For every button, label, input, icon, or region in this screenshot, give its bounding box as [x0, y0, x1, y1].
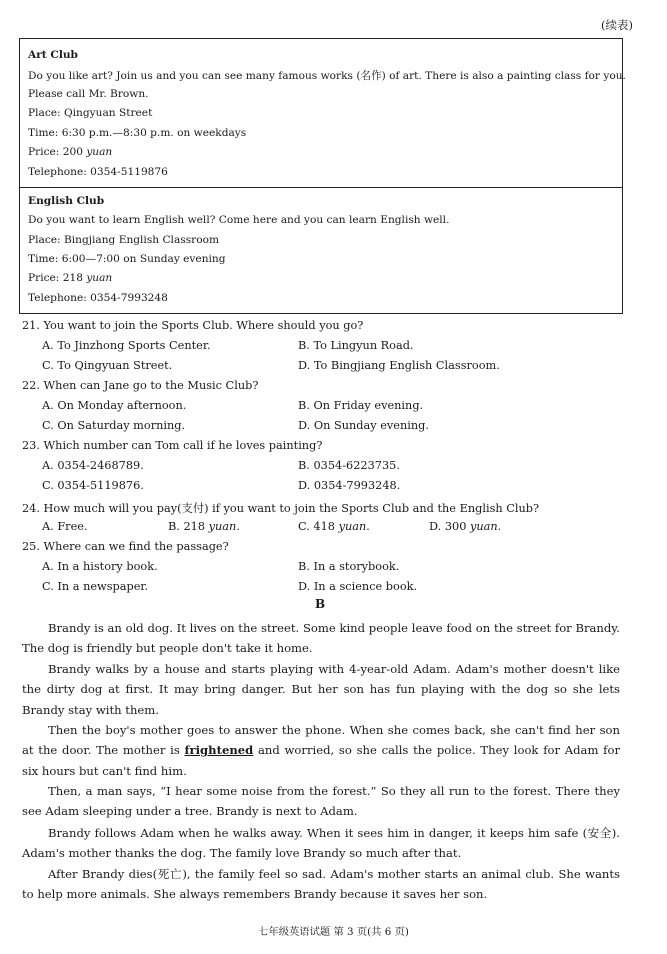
art-club-box [19, 38, 626, 188]
passage-paragraph-6: After Brandy dies(死亡), the family feel so sad. Adam's mother starts an animal club. She wants to help more animals. She always remembers Brandy because it saves her son. [22, 867, 620, 902]
q22-option-b: B. On Friday evening. [298, 399, 424, 412]
question-22: 22. When can Jane go to the Music Club? [22, 379, 259, 392]
q22-option-c: C. On Saturday morning. [42, 419, 186, 432]
q23-option-b: B. 0354-6223735. [298, 459, 400, 472]
q25-option-d: D. In a science book. [298, 580, 418, 593]
q24-option-a: A. Free. [42, 520, 88, 533]
page-footer: 七年级英语试题 第 3 页(共 6 页) [258, 926, 409, 938]
english-club-price-unit: yuan [86, 272, 113, 284]
english-club-price-prefix: Price: 218 [28, 272, 87, 284]
q23-option-c: C. 0354-5119876. [42, 479, 144, 492]
q24-option-c-dot: . [366, 520, 370, 533]
passage-paragraph-3-start: Then the boy's mother goes to answer the phone. When she comes back, she can't find her son at the door. The mother is [22, 723, 620, 758]
q24-option-c-text: C. 418 [298, 520, 339, 533]
q24-option-d-dot: . [497, 520, 502, 533]
q24-option-d-unit: yuan [470, 520, 498, 533]
passage-paragraph-5: Brandy follows Adam when he walks away. When it sees him in danger, it keeps him safe (安全). Adam's mother thanks the dog. The family love Brandy so much after that. [22, 826, 620, 861]
question-23: 23. Which number can Tom call if he loves painting? [22, 439, 323, 452]
q25-option-c: C. In a newspaper. [42, 580, 149, 593]
q24-option-b-text: B. 218 [168, 520, 209, 533]
q21-option-c: C. To Qingyuan Street. [42, 359, 173, 372]
passage-paragraph-1: Brandy is an old dog. It lives on the street. Some kind people leave food on the street for Brandy. The dog is friendly but people don't take it home. [22, 621, 620, 656]
q23-option-a: A. 0354-2468789. [42, 459, 144, 472]
passage-paragraph-2: Brandy walks by a house and starts playing with 4-year-old Adam. Adam's mother doesn't like the dirty dog at first. It may bring danger. But her son has fun playing with the dog so she lets Brandy stay with them. [22, 662, 620, 717]
q24-option-c [298, 520, 370, 533]
highlighted-word: frightened [184, 743, 254, 758]
passage-paragraph-3-end: and worried, so she calls the police. They look for Adam for six hours but can't find him. [22, 743, 620, 778]
q21-option-b: B. To Lingyun Road. [298, 339, 414, 352]
q25-option-a: A. In a history book. [42, 560, 158, 573]
q24-option-b-unit: yuan [208, 520, 237, 533]
art-club-time: Time: 6:30 p.m.—8:30 p.m. on weekdays [28, 127, 247, 139]
passage-paragraph-4: Then, a man says, “I hear some noise from the forest.” So they all run to the forest. There they see Adam sleeping under a tree. Brandy is next to Adam. [22, 784, 620, 819]
q23-option-d: D. 0354-7993248. [298, 479, 401, 492]
q21-option-d: D. To Bingjiang English Classroom. [298, 359, 500, 372]
english-club-name: English Club [28, 195, 105, 207]
english-club-time: Time: 6:00—7:00 on Sunday evening [28, 253, 226, 265]
art-club-line1: Do you like art? Join us and you can see many famous works (名作) of art. There is also a painting class for you. [28, 70, 626, 82]
english-club-place: Place: Bingjiang English Classroom [28, 234, 219, 246]
q21-option-a: A. To Jinzhong Sports Center. [42, 339, 211, 352]
q24-option-b-dot: . [236, 520, 240, 533]
q24-option-d-text: D. 300 [429, 520, 470, 533]
art-club-price [28, 146, 112, 158]
art-club-price-unit: yuan [86, 146, 113, 158]
art-club-price-prefix: Price: 200 [28, 146, 87, 158]
section-b-title: B [315, 597, 326, 611]
english-club-telephone: Telephone: 0354-7993248 [28, 292, 168, 304]
q22-option-a: A. On Monday afternoon. [42, 399, 187, 412]
q24-option-d [429, 520, 501, 533]
art-club-place: Place: Qingyuan Street [28, 107, 153, 119]
english-club-box [19, 188, 623, 314]
question-24: 24. How much will you pay(支付) if you want to join the Sports Club and the English Club? [22, 502, 540, 515]
continued-label: (续表) [601, 18, 633, 32]
question-21: 21. You want to join the Sports Club. Where should you go? [22, 319, 364, 332]
q25-option-b: B. In a storybook. [298, 560, 400, 573]
q24-option-c-unit: yuan [338, 520, 367, 533]
q24-option-b [168, 520, 240, 533]
art-club-telephone: Telephone: 0354-5119876 [28, 166, 168, 178]
english-club-price [28, 272, 112, 284]
question-25: 25. Where can we find the passage? [22, 540, 229, 553]
q22-option-d: D. On Sunday evening. [298, 419, 429, 432]
art-club-name: Art Club [28, 49, 78, 61]
art-club-line2: Please call Mr. Brown. [28, 88, 149, 100]
english-club-line1: Do you want to learn English well? Come here and you can learn English well. [28, 214, 450, 226]
passage-paragraph-3 [22, 720, 620, 781]
